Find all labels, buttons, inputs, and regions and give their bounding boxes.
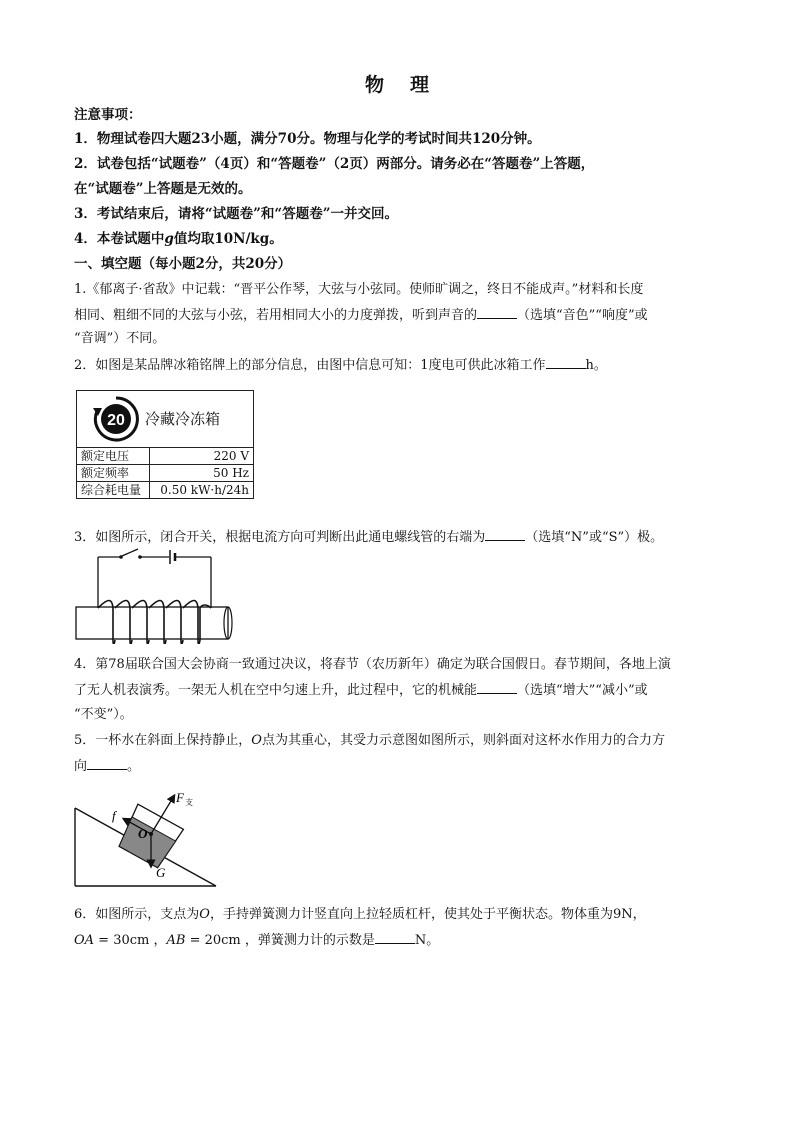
incline-force-diagram xyxy=(72,786,220,890)
section-heading: 一、填空题（每小题2分，共20分） xyxy=(74,256,292,272)
badge-text: 20 xyxy=(107,412,125,429)
notice-heading: 注意事项： xyxy=(74,107,142,123)
switch xyxy=(122,549,138,556)
q3-answer-blank[interactable] xyxy=(485,528,525,541)
q5-line1: 5．一杯水在斜面上保持静止，O点为其重心，其受力示意图如图所示，则斜面对这杯水作用力的合力方 xyxy=(74,733,665,748)
notice-item-2: 2．试卷包括“试题卷”（4页）和“答题卷”（2页）两部分。请务必在“答题卷”上答题， xyxy=(74,156,595,172)
friction-label: f xyxy=(112,808,116,823)
q6-answer-blank[interactable] xyxy=(375,931,415,944)
q1-line3: “音调”）不同。 xyxy=(74,331,166,346)
q4-answer-blank[interactable] xyxy=(477,681,517,694)
center-label: O xyxy=(138,826,148,841)
q3-text: 3．如图所示，闭合开关，根据电流方向可判断出此通电螺线管的右端为 （选填“N”或“S”）极。 xyxy=(74,530,664,545)
q4-line1: 4．第78届联合国大会协商一致通过决议，将春节（农历新年）确定为联合国假日。春节期间，各地上演 xyxy=(74,657,671,672)
table-row: 额定频率 50 Hz xyxy=(77,465,254,482)
eco-20-icon xyxy=(91,394,141,444)
notice-item-4: 4．本卷试题中g值均取10N/kg。 xyxy=(74,231,283,247)
notice-item-1: 1．物理试卷四大题23小题，满分70分。物理与化学的考试时间共120分钟。 xyxy=(74,131,541,147)
table-row: 额定电压 220 V xyxy=(77,448,254,465)
q6-line1: 6．如图所示，支点为O，手持弹簧测力计竖直向上拉轻质杠杆，使其处于平衡状态。物体重为9N， xyxy=(74,907,646,922)
nameplate-table xyxy=(76,447,254,499)
q2-answer-blank[interactable] xyxy=(546,356,586,369)
q4-line3: “不变”）。 xyxy=(74,707,133,722)
q4-line2: 了无人机表演秀。一架无人机在空中匀速上升，此过程中，它的机械能 （选填“增大”“减小”或 xyxy=(74,683,648,698)
iron-core xyxy=(76,607,228,639)
solenoid-circuit-diagram xyxy=(72,548,234,644)
q1-line1: 1.《郁离子·省敌》中记载：“晋平公作琴，大弦与小弦同。使师旷调之，终日不能成声。”材料和长度 xyxy=(74,282,644,297)
normal-force-label: F xyxy=(176,790,184,805)
q2-text: 2．如图是某品牌冰箱铭牌上的部分信息，由图中信息可知：1度电可供此冰箱工作 h。 xyxy=(74,358,607,373)
table-row: 综合耗电量 0.50 kW·h/24h xyxy=(77,482,254,499)
page-title: 物 理 xyxy=(364,74,430,96)
q1-answer-blank[interactable] xyxy=(477,306,517,319)
normal-force-subscript: 支 xyxy=(185,798,193,807)
notice-item-2-cont: 在“试题卷”上答题是无效的。 xyxy=(74,181,252,197)
notice-item-3: 3．考试结束后，请将“试题卷”和“答题卷”一并交回。 xyxy=(74,206,398,222)
nameplate-title: 冷藏冷冻箱 xyxy=(145,410,221,428)
q5-line2: 向 。 xyxy=(74,759,141,774)
gravity-label: G xyxy=(156,865,166,880)
fridge-nameplate xyxy=(76,390,254,499)
q5-answer-blank[interactable] xyxy=(87,757,127,770)
nameplate-header xyxy=(76,390,254,447)
q1-line2: 相同、粗细不同的大弦与小弦，若用相同大小的力度弹拨，听到声音的 （选填“音色”“响度”或 xyxy=(74,308,648,323)
q6-line2: OA = 30cm ，AB = 20cm ，弹簧测力计的示数是 N。 xyxy=(74,933,440,948)
